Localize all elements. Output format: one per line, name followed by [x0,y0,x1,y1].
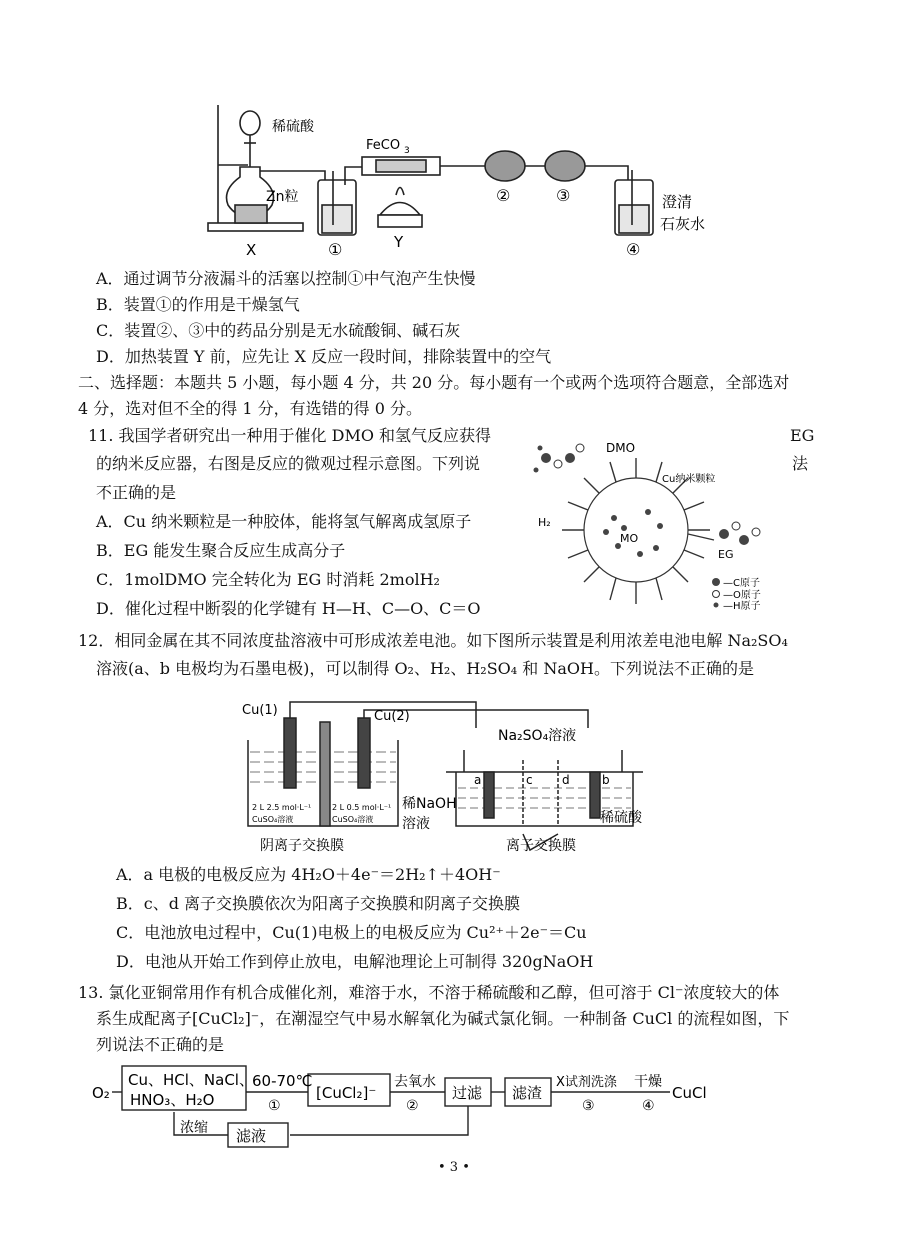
q11-stem-line3: 不正确的是 [96,483,177,502]
q11-option-a: A．Cu 纳米颗粒是一种胶体，能将氢气解离成氢原子 [96,512,472,531]
q13-stem-line1: 13. 氯化亚铜常用作有机合成催化剂，难溶于水，不溶于稀硫酸和乙醇，但可溶于 Cl⁻浓度较大的体 [78,983,780,1002]
q12-label-naoh-solution: 溶液 [402,816,430,832]
q10-label-limewater1: 澄清 [662,193,693,211]
q10-label-tube3: ③ [556,186,571,205]
q13-flow-dry: 干燥 [634,1074,662,1090]
q11-legend-c: —C原子 [723,578,760,589]
q13-flow-reagents-line2: HNO₃、H₂O [130,1091,215,1109]
q10-label-feco3: FeCO [366,138,401,153]
q10-apparatus-figure [200,95,720,265]
q13-flow-filtrate: 滤液 [236,1127,267,1145]
q13-stem-line3: 列说法不正确的是 [96,1035,225,1054]
q12-cell-figure [238,700,658,858]
q13-flow-step1: ① [268,1098,281,1114]
q12-label-cu2: Cu(2) [374,709,410,724]
q13-flow-complex: [CuCl₂]⁻ [316,1084,377,1102]
q11-label-cu-particle: Cu纳米颗粒 [662,474,716,485]
q13-flow-filter: 过滤 [452,1084,483,1102]
q12-label-a: a [474,773,482,787]
q11-nanoreactor-svg [518,430,780,610]
q11-legend-o: —O原子 [723,590,761,601]
q11-option-b: B．EG 能发生聚合反应生成高分子 [96,541,346,560]
q10-label-bottle1: ① [328,240,343,259]
q12-label-cu1: Cu(1) [242,703,278,718]
q10-label-y: Y [394,233,404,251]
q12-stem-line1: 12．相同金属在其不同浓度盐溶液中可形成浓差电池。如下图所示装置是利用浓差电池电解 Na₂SO₄ [78,631,788,650]
q12-label-d: d [562,773,570,787]
q13-flow-temperature: 60-70℃ [252,1072,313,1090]
q10-option-c: C．装置②、③中的药品分别是无水硫酸铜、碱石灰 [96,321,461,340]
q12-option-c: C．电池放电过程中，Cu(1)电极上的电极反应为 Cu²⁺＋2e⁻＝Cu [116,923,587,942]
q12-option-a: A．a 电极的电极反应为 4H₂O＋4e⁻＝2H₂↑＋4OH⁻ [116,865,501,884]
q11-legend-h: —H原子 [723,601,761,610]
q13-flow-step4: ④ [642,1098,655,1114]
q13-flow-reagents-line1: Cu、HCl、NaCl、 [128,1071,254,1089]
q12-label-na2so4: Na₂SO₄溶液 [498,728,577,744]
q11-label-eg: EG [718,548,734,561]
q13-flowchart-svg [90,1060,810,1150]
q12-label-sol1-conc: 2 L 2.5 mol·L⁻¹ [252,803,312,812]
q11-label-mo: MO [620,532,639,545]
q11-stem-line2: 的纳米反应器，右图是反应的微观过程示意图。下列说 [96,454,481,473]
page-number: • 3 • [438,1160,470,1175]
q10-label-zn: Zn粒 [266,189,299,205]
q13-flow-concentrate: 浓缩 [180,1120,208,1136]
q11-stem-line2-tail: 法 [792,454,809,473]
q12-option-b: B．c、d 离子交换膜依次为阳离子交换膜和阴离子交换膜 [116,894,521,913]
q12-label-sol2-conc: 2 L 0.5 mol·L⁻¹ [332,803,392,812]
q12-label-anion-membrane: 阴离子交换膜 [260,838,344,854]
q11-stem-line1: 11. 我国学者研究出一种用于催化 DMO 和氢气反应获得 [88,426,492,445]
section2-instructions-line1: 二、选择题：本题共 5 小题，每小题 4 分，共 20 分。每小题有一个或两个选项符合题意，全部选对 [78,373,790,392]
q11-label-dmo: DMO [606,441,636,455]
section2-instructions-line2: 4 分，选对但不全的得 1 分，有选错的得 0 分。 [78,399,422,418]
q10-label-tube2: ② [496,186,511,205]
q10-option-a: A．通过调节分液漏斗的活塞以控制①中气泡产生快慢 [96,269,476,288]
q13-flow-residue: 滤渣 [512,1084,543,1102]
q13-flow-step2: ② [406,1098,419,1114]
q12-label-sol1-name: CuSO₄溶液 [252,815,294,824]
q12-option-d: D．电池从开始工作到停止放电，电解池理论上可制得 320gNaOH [116,952,594,971]
q10-label-bottle4: ④ [626,240,641,259]
q10-label-acid: 稀硫酸 [272,119,314,135]
q12-label-naoh: 稀NaOH [402,796,457,812]
q11-option-d: D．催化过程中断裂的化学键有 H—H、C—O、C＝O [96,599,481,618]
q11-label-h2: H₂ [538,516,551,529]
q11-stem-line1-tail: EG [790,426,815,445]
q12-label-b: b [602,773,610,787]
q13-flow-step3: ③ [582,1098,595,1114]
q13-flow-wash: X试剂洗涤 [556,1075,617,1090]
q13-stem-line2: 系生成配离子[CuCl₂]⁻，在潮湿空气中易水解氧化为碱式氯化铜。一种制备 CuCl 的流程如图，下 [96,1009,790,1028]
q12-stem-line2: 溶液(a、b 电极均为石墨电极)，可以制得 O₂、H₂、H₂SO₄ 和 NaOH。下列说法不正确的是 [96,659,754,678]
q10-label-limewater2: 石灰水 [660,215,706,233]
q12-label-c: c [526,773,533,787]
q12-label-h2so4: 稀硫酸 [600,810,642,826]
q12-cell-svg [238,700,658,858]
q11-nanoreactor-figure [518,430,780,610]
q11-option-c: C．1molDMO 完全转化为 EG 时消耗 2molH₂ [96,570,440,589]
q10-option-d: D．加热装置 Y 前，应先让 X 反应一段时间，排除装置中的空气 [96,347,552,366]
q10-label-x: X [246,241,257,259]
q10-option-b: B．装置①的作用是干燥氢气 [96,295,300,314]
q10-apparatus-svg [200,95,720,265]
q13-flowchart [90,1060,810,1150]
q13-flow-product: CuCl [672,1084,707,1102]
q13-flow-o2: O₂ [92,1084,110,1102]
q12-label-sol2-name: CuSO₄溶液 [332,815,374,824]
q13-flow-deoxygenated-water: 去氧水 [394,1074,436,1090]
q10-label-feco3-sub: 3 [404,146,410,156]
q12-label-ion-membrane: 离子交换膜 [506,838,576,854]
